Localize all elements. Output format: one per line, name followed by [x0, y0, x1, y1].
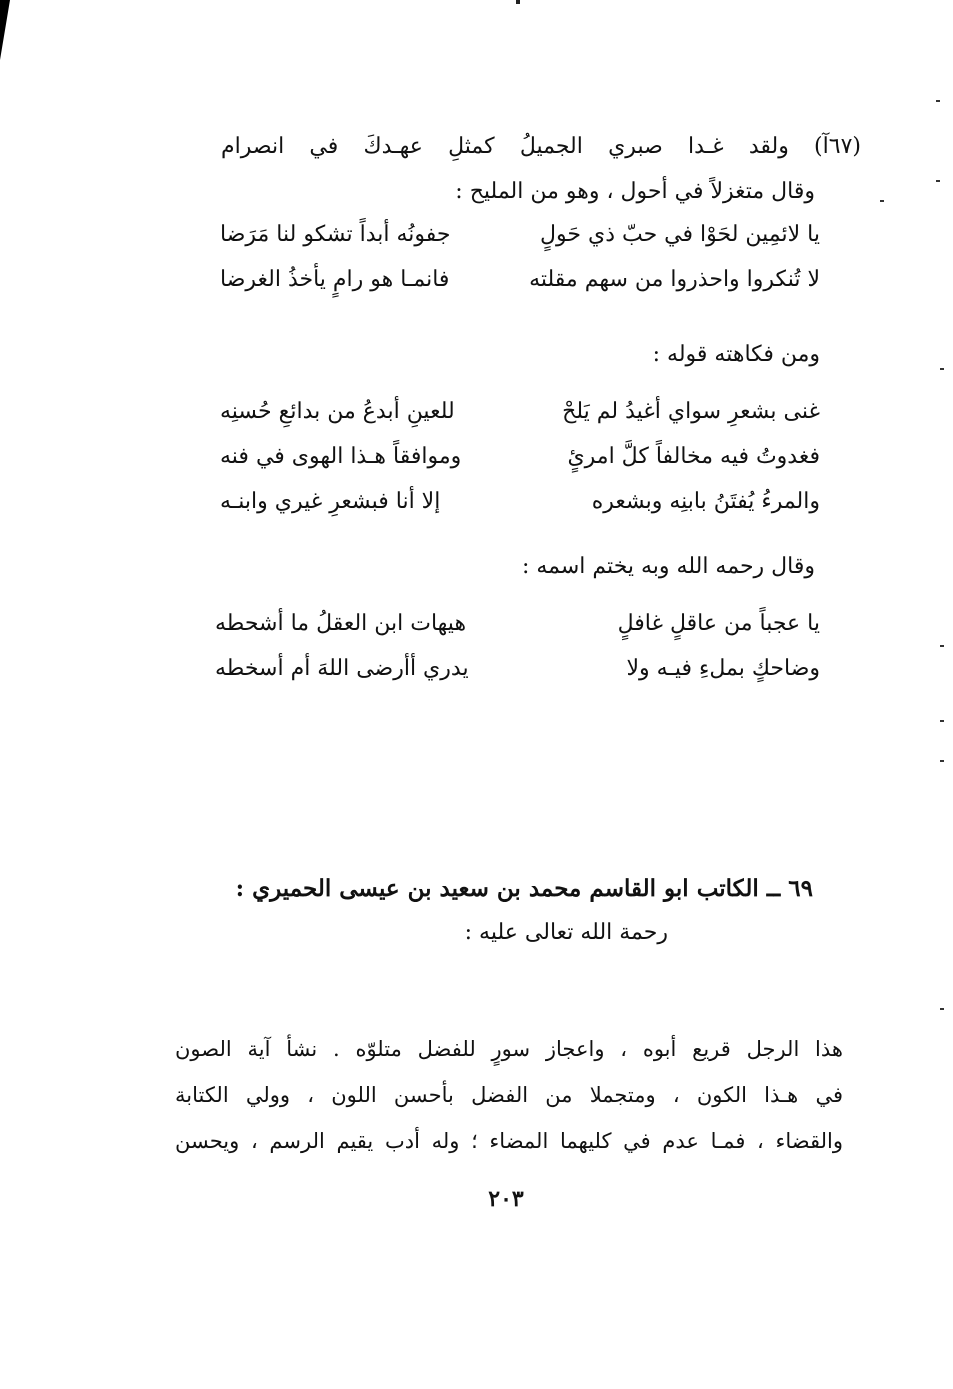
intro-ghazal-ahwal: وقال متغزلاً في أحول ، وهو من المليح : [455, 179, 815, 204]
verse-second-hemistich: هيهات ابن العقلُ ما أشحطه [215, 611, 467, 636]
verse-second-hemistich: وموافقاً هـذا الهوى في فنه [220, 444, 462, 469]
scan-speck [516, 0, 520, 4]
poem-67-last-verse: (٦٧آ) ولقد غـدا صبري الجميلُ كمثلِ عهـدكَ في انصرام [221, 134, 861, 159]
scan-speck [940, 760, 944, 762]
verse-line [215, 607, 820, 641]
scan-speck [940, 720, 944, 722]
verse-first-hemistich: والمرءُ يُفتَنُ بابنِه وبشعره [591, 489, 820, 514]
prose-line: هذا الرجل قريع أبوه ، واعجاز سورٍ للفضل متلوّه . نشأ آية الصون [175, 1037, 843, 1061]
verse-first-hemistich: يا لائمِين لحَوْا في حبّ ذي حَولٍ [540, 222, 820, 247]
scan-speck [936, 180, 940, 182]
scan-speck [940, 1008, 944, 1010]
verse-first-hemistich: وضاحكٍ بملءِ فيـه ولا [626, 656, 820, 681]
section-subheading: رحمة الله تعالى عليه : [464, 920, 668, 945]
verse-first-hemistich: فغدوتُ فيه مخالفاً كلَّ امرئٍ [567, 444, 820, 469]
scan-speck [940, 645, 944, 647]
verse-line [215, 652, 820, 686]
scan-speck [880, 200, 884, 202]
verse-line [220, 395, 820, 429]
scan-speck [936, 100, 940, 102]
verse-first-hemistich: لا تُنكروا واحذروا من سهم مقلته [529, 267, 820, 292]
section-heading: ٦٩ ــ الكاتب ابو القاسم محمد بن سعيد بن عيسى الحميري : [235, 875, 813, 902]
verse-second-hemistich: فانمـا هو رامٍ يأخذُ الغرضا [220, 267, 450, 292]
verse-line [220, 218, 820, 252]
prose-line: في هـذا الكون ، ومتجملا من الفضل بأحسن اللون ، وولي الكتابة [175, 1083, 843, 1107]
page-number: ٢٠٣ [488, 1186, 524, 1212]
verse-second-hemistich: إلا أنا فبشعرِ غيري وابنـه [220, 489, 441, 514]
verse-first-hemistich: يا عجباً من عاقلٍ غافلٍ [617, 611, 820, 636]
verse-line [220, 263, 820, 297]
verse-line [220, 440, 820, 474]
verse-second-hemistich: للعينِ أبدعُ من بدائعِ حُسنِه [220, 399, 455, 424]
verse-line [220, 485, 820, 519]
verse-second-hemistich: يدري أأرضى اللهَ أم أسخطه [215, 656, 469, 681]
page-edge-mark [0, 0, 10, 60]
intro-khatm: وقال رحمه الله وبه يختم اسمه : [521, 554, 815, 579]
verse-second-hemistich: جفونُه أبداً تشكو لنا مَرَضا [220, 222, 451, 247]
prose-line: والقضاء ، فمـا عدم في كليهما المضاء ؛ وله أدب يقيم الرسم ، ويحسن [175, 1129, 843, 1153]
intro-fukaha: ومن فكاهته قوله : [652, 342, 820, 367]
scan-speck [940, 368, 944, 370]
verse-first-hemistich: غنى بشعرِ سواي أغيدُ لم يَلحْ [562, 399, 820, 424]
